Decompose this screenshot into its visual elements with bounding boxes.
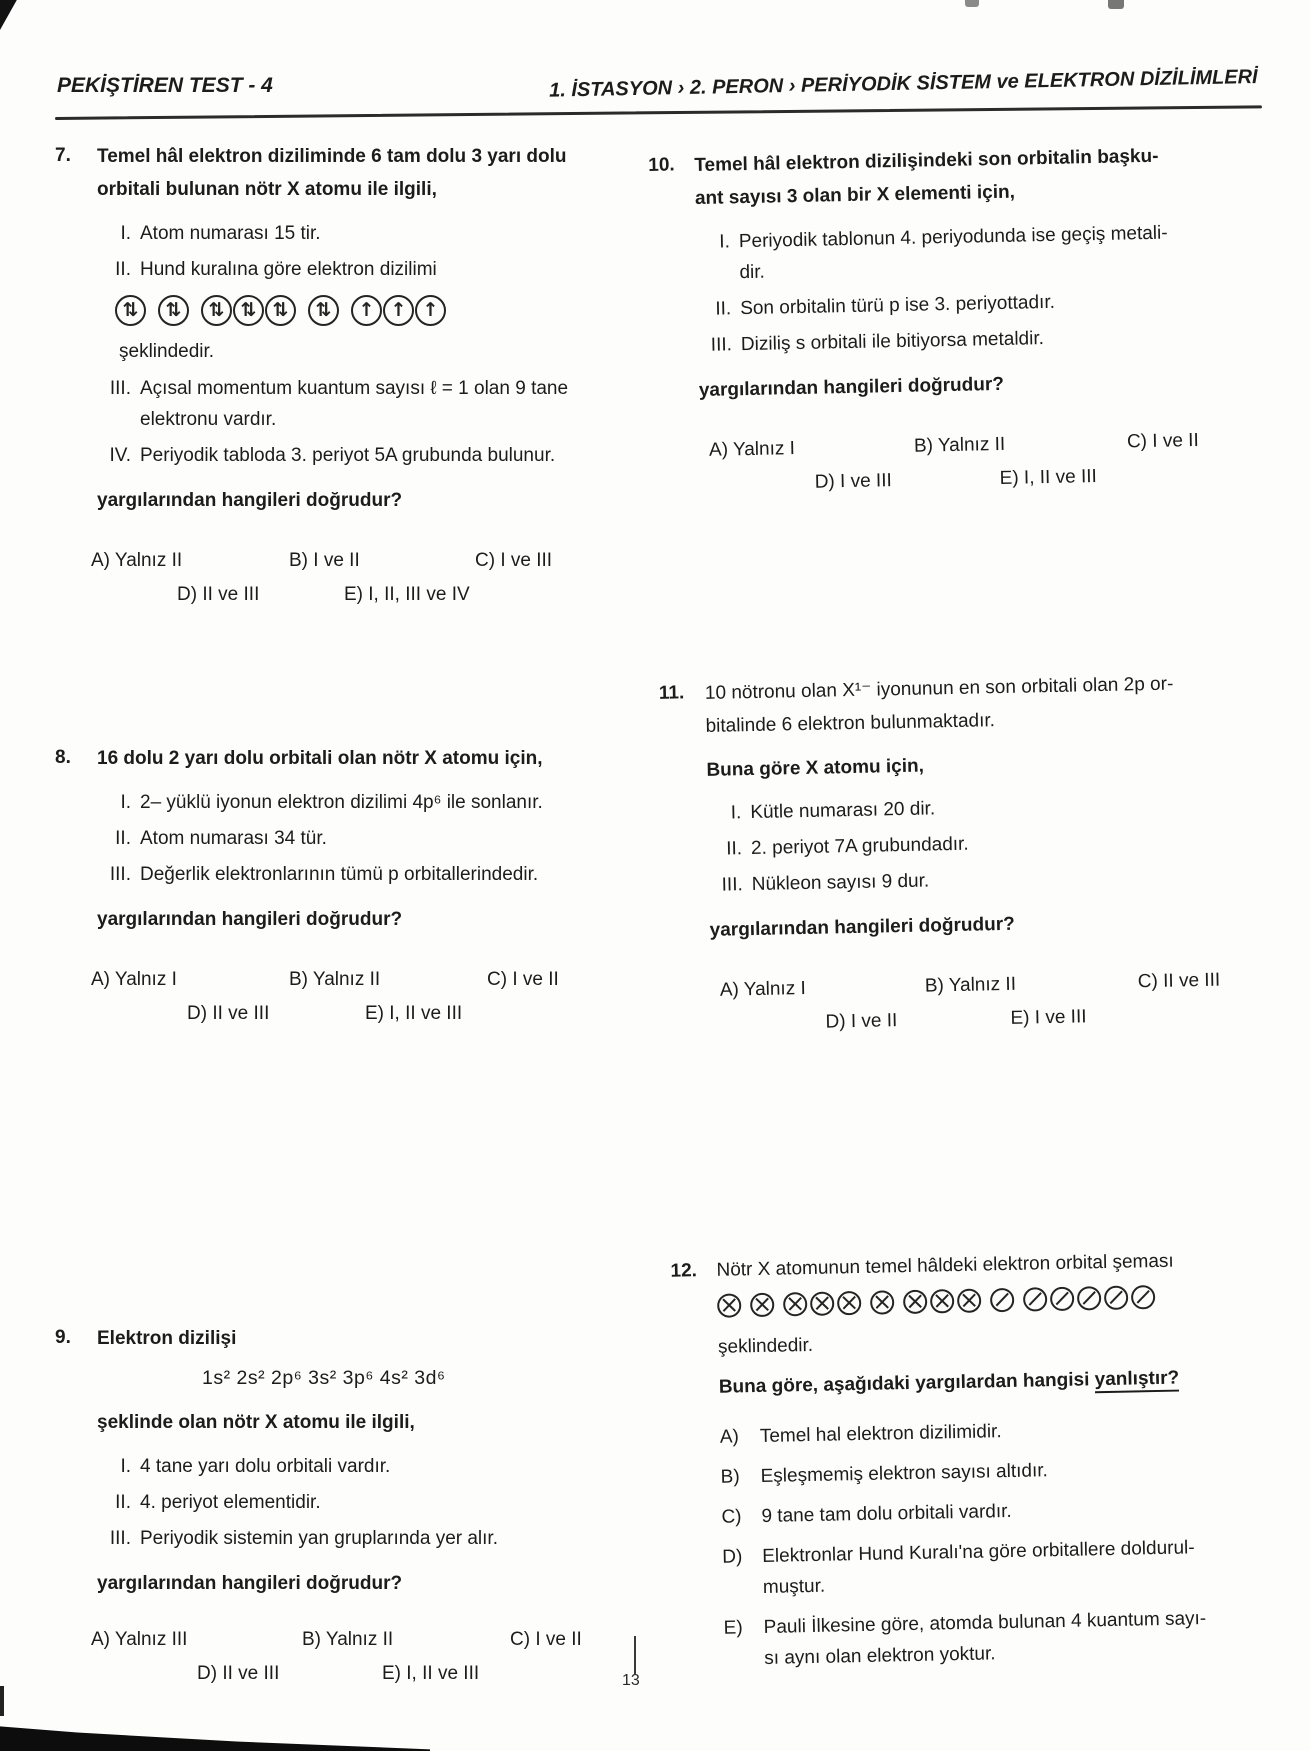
option-line: Eşleşmemiş elektron sayısı altıdır. — [760, 1460, 1049, 1487]
item-line: Nükleon sayısı 9 dur. — [751, 870, 930, 896]
stem-line: orbitali bulunan nötr X atomu ile ilgili, — [97, 179, 437, 200]
stem-line: ant sayısı 3 olan bir X elementi için, — [694, 181, 1016, 210]
option-e: E) I, II, III ve IV — [344, 584, 470, 605]
item-label: II. — [115, 1492, 131, 1513]
item-line: 4 tane yarı dolu orbitali vardır. — [140, 1456, 391, 1477]
option-a: A) Yalnız II — [91, 550, 183, 571]
orbital-cross-icon — [810, 1291, 834, 1315]
item-line: Son orbitalin türü p ise 3. periyottadır. — [740, 291, 1056, 320]
item-label: III. — [721, 874, 743, 896]
orbital-group — [201, 295, 296, 326]
option-d: D) I ve II — [825, 1010, 898, 1033]
item-label: II. — [115, 828, 131, 849]
option-c: C) I ve II — [1126, 429, 1199, 453]
item-label: I. — [730, 802, 742, 824]
item-label: II. — [726, 838, 743, 860]
statement-item — [696, 215, 1273, 289]
question-stem — [97, 1406, 617, 1439]
item-line: 2. periyot 7A grubundadır. — [750, 833, 969, 860]
item-label: II. — [115, 259, 131, 280]
statement-item — [97, 440, 617, 471]
orbital-slash-icon — [1023, 1287, 1047, 1311]
orbital-group — [351, 295, 446, 326]
statement-item — [97, 1487, 617, 1518]
statement-item — [708, 858, 1285, 901]
option-text — [762, 1530, 1299, 1603]
option-a: A) Yalnız I — [91, 969, 177, 990]
item-text — [140, 1487, 617, 1518]
options-row — [91, 964, 617, 998]
answer-option — [722, 1530, 1299, 1604]
item-text — [750, 786, 1284, 828]
item-label: I. — [719, 231, 731, 253]
orbital-group — [750, 1293, 774, 1317]
stem-line: şeklinde olan nötr X atomu ile ilgili, — [97, 1412, 415, 1433]
answer-option — [720, 1450, 1297, 1493]
question-number: 10. — [648, 154, 675, 176]
question-7 — [55, 140, 617, 613]
question-body — [694, 137, 1277, 502]
question-10 — [648, 137, 1277, 503]
question-body — [91, 140, 617, 613]
question-number: 8. — [55, 747, 71, 768]
statement-item — [697, 282, 1274, 325]
statement-item — [97, 787, 617, 818]
orbital-slash-icon — [1050, 1287, 1074, 1311]
item-line: Periyodik tablonun 4. periyodunda ise geçiş metali- — [738, 222, 1168, 253]
statement-item — [97, 823, 617, 854]
item-line: Açısal momentum kuantum sayısı ℓ = 1 olan 9 tane — [140, 378, 569, 399]
item-text — [140, 218, 617, 249]
orbital-group — [115, 295, 146, 326]
question-9 — [55, 1322, 617, 1692]
orbital-slash-icon — [1077, 1286, 1101, 1310]
item-text — [740, 282, 1274, 324]
item-label: I. — [120, 223, 131, 244]
option-text — [761, 1490, 1298, 1532]
item-text — [140, 440, 617, 471]
option-letter: E) — [723, 1617, 743, 1639]
item-text — [140, 787, 617, 818]
option-e: E) I, II ve III — [382, 1663, 480, 1684]
item-text — [751, 858, 1285, 900]
statement-item — [97, 218, 617, 249]
orbital-up-icon: ↑ — [351, 295, 382, 326]
option-line: muştur. — [762, 1575, 826, 1598]
page-number: 13 — [622, 1672, 640, 1689]
option-c: C) II ve III — [1137, 969, 1221, 993]
orbital-cross-icon — [870, 1290, 894, 1314]
question-prompt: yargılarından hangileri doğrudur? — [97, 490, 403, 511]
option-letter: D) — [722, 1546, 743, 1568]
item-text — [140, 859, 617, 890]
option-d: D) II ve III — [197, 1663, 280, 1684]
footer-tick-mark — [634, 1636, 636, 1674]
item-text — [739, 215, 1273, 288]
orbital-updown-icon: ⇅ — [265, 295, 296, 326]
header-divider — [55, 105, 1262, 120]
option-text — [760, 1410, 1297, 1452]
item-line: Değerlik elektronlarının tümü p orbitallerindedir. — [140, 864, 539, 885]
option-b: B) Yalnız II — [302, 1629, 394, 1650]
question-subhead: Buna göre X atomu için, — [706, 755, 925, 781]
orbital-group — [308, 295, 339, 326]
statement-item — [97, 373, 617, 435]
option-c: C) I ve II — [487, 969, 559, 990]
statement-item — [97, 1451, 617, 1482]
question-stem — [97, 140, 617, 206]
stem-line: 16 dolu 2 yarı dolu orbitali olan nötr X atomu için, — [97, 748, 543, 769]
item-label: III. — [109, 378, 131, 399]
orbital-diagram — [115, 295, 617, 326]
option-d: D) II ve III — [177, 584, 260, 605]
option-b: B) Yalnız II — [913, 433, 1006, 457]
orbital-group — [903, 1289, 981, 1315]
orbital-cross-icon — [903, 1290, 927, 1314]
item-line: 2– yüklü iyonun elektron dizilimi 4p⁶ ile sonlanır. — [140, 792, 543, 813]
question-number: 9. — [55, 1327, 71, 1348]
orbital-cross-icon — [930, 1289, 954, 1313]
question-body — [705, 665, 1288, 1042]
stem-line: Temel hâl elektron dizilişindeki son orbitalin başku- — [694, 145, 1159, 177]
question-number: 11. — [658, 682, 685, 704]
option-line: sı aynı olan elektron yoktur. — [764, 1643, 996, 1669]
orbital-updown-icon: ⇅ — [308, 295, 339, 326]
underlined-word: yanlıştır? — [1094, 1368, 1179, 1394]
option-b: B) I ve II — [289, 550, 360, 571]
question-stem — [97, 742, 617, 775]
item-label: II. — [715, 298, 732, 320]
option-a: A) Yalnız I — [708, 438, 796, 461]
orbital-updown-icon: ⇅ — [233, 295, 264, 326]
orbital-slash-icon — [1131, 1285, 1155, 1309]
scan-artifact-top-mark — [1108, 0, 1124, 9]
options-row — [91, 1624, 617, 1658]
option-c: C) I ve II — [510, 1629, 582, 1650]
electron-configuration: 1s² 2s² 2p⁶ 3s² 3p⁶ 4s² 3d⁶ — [202, 1367, 446, 1389]
orbital-cross-icon — [750, 1293, 774, 1317]
item-label: III. — [109, 1528, 131, 1549]
option-e: E) I, II ve III — [365, 1003, 463, 1024]
item-text — [140, 1451, 617, 1482]
option-line: Pauli İlkesine göre, atomda bulunan 4 kuantum sayı- — [763, 1608, 1207, 1638]
diagram-caption: şeklindedir. — [119, 341, 215, 362]
option-c: C) I ve III — [475, 550, 553, 571]
orbital-cross-icon — [837, 1291, 861, 1315]
question-number: 12. — [670, 1260, 698, 1282]
orbital-group — [783, 1291, 861, 1317]
scan-artifact-bottom-left — [0, 1723, 430, 1751]
orbital-up-icon: ↑ — [415, 295, 446, 326]
question-prompt: yargılarından hangileri doğrudur? — [698, 373, 1005, 401]
test-title: PEKİŞTİREN TEST - 4 — [57, 74, 273, 97]
question-stem — [694, 137, 1271, 215]
question-body — [91, 1322, 617, 1692]
item-line: Kütle numarası 20 dir. — [750, 798, 936, 824]
orbital-updown-icon: ⇅ — [201, 295, 232, 326]
item-text — [741, 318, 1275, 360]
orbital-group — [990, 1288, 1014, 1312]
item-line: Hund kuralına göre elektron dizilimi — [140, 259, 437, 280]
stem-line: Elektron dizilişi — [97, 1328, 237, 1349]
option-b: B) Yalnız II — [289, 969, 381, 990]
option-letter: B) — [720, 1466, 740, 1488]
orbital-slash-icon — [1104, 1286, 1128, 1310]
orbital-up-icon: ↑ — [383, 295, 414, 326]
orbital-group — [1023, 1285, 1155, 1312]
question-prompt: yargılarından hangileri doğrudur? — [97, 909, 403, 930]
orbital-group — [870, 1290, 894, 1314]
question-prompt — [719, 1359, 1296, 1404]
options-row — [97, 998, 617, 1032]
orbital-group — [717, 1293, 741, 1317]
options-row — [91, 545, 617, 579]
answer-option — [721, 1490, 1298, 1533]
question-number: 7. — [55, 145, 71, 166]
scan-artifact-left-edge — [0, 1686, 4, 1716]
section-breadcrumb: 1. İSTASYON › 2. PERON › PERİYODİK SİSTEM ve ELEKTRON DİZİLİMLERİ — [549, 66, 1259, 102]
statement-item — [707, 786, 1284, 829]
orbital-cross-icon — [717, 1293, 741, 1317]
option-e: E) I, II ve III — [999, 466, 1098, 489]
item-line: 4. periyot elementidir. — [140, 1492, 321, 1513]
option-b: B) Yalnız II — [924, 973, 1017, 997]
option-e: E) I ve III — [1010, 1006, 1087, 1029]
question-stem — [97, 1322, 617, 1355]
intro-line: 10 nötronu olan X¹⁻ iyonunun en son orbitali olan 2p or- — [704, 673, 1174, 704]
option-line: Temel hal elektron dizilimidir. — [759, 1421, 1002, 1447]
prompt-text: Buna göre, aşağıdaki yargılardan hangisi — [718, 1369, 1095, 1398]
orbital-cross-icon — [957, 1289, 981, 1313]
orbital-slash-icon — [990, 1288, 1014, 1312]
diagram-caption: şeklindedir. — [717, 1334, 814, 1358]
item-text — [140, 373, 617, 435]
item-text — [140, 823, 617, 854]
item-text — [140, 1523, 617, 1554]
orbital-updown-icon: ⇅ — [115, 295, 146, 326]
statement-item — [97, 254, 617, 285]
question-intro — [705, 665, 1282, 743]
orbital-updown-icon: ⇅ — [158, 295, 189, 326]
option-line: Elektronlar Hund Kuralı'na göre orbitallere doldurul- — [762, 1537, 1195, 1567]
option-text — [760, 1450, 1297, 1492]
statement-item — [708, 822, 1285, 865]
option-d: D) I ve III — [814, 470, 892, 493]
item-text — [751, 822, 1285, 864]
item-line: Atom numarası 34 tür. — [140, 828, 327, 849]
options-row — [97, 1658, 617, 1692]
options-row — [97, 579, 617, 613]
option-letter: A) — [719, 1426, 740, 1448]
scan-artifact-top-left — [0, 0, 28, 30]
option-letter: C) — [721, 1506, 742, 1528]
option-d: D) II ve III — [187, 1003, 270, 1024]
question-prompt: yargılarından hangileri doğrudur? — [709, 913, 1015, 941]
question-intro: Nötr X atomunun temel hâldeki elektron orbital şeması — [716, 1250, 1174, 1281]
item-line: dir. — [739, 261, 766, 284]
item-label: III. — [109, 864, 131, 885]
option-line: 9 tane tam dolu orbitali vardır. — [761, 1500, 1012, 1527]
question-12 — [670, 1243, 1300, 1684]
item-line: Periyodik tabloda 3. periyot 5A grubunda bulunur. — [140, 445, 556, 466]
option-a: A) Yalnız I — [719, 977, 806, 1001]
option-a: A) Yalnız III — [91, 1629, 188, 1650]
question-8 — [55, 742, 617, 1032]
statement-item — [97, 1523, 617, 1554]
orbital-diagram — [717, 1282, 1293, 1318]
scan-artifact-top-mark — [965, 0, 979, 7]
item-label: III. — [710, 334, 733, 356]
item-line: Diziliş s orbitali ile bitiyorsa metaldir. — [740, 328, 1045, 356]
item-line: Periyodik sistemin yan gruplarında yer alır. — [140, 1528, 498, 1549]
item-label: I. — [120, 792, 131, 813]
statement-item — [97, 859, 617, 890]
item-text — [140, 254, 617, 285]
option-text — [763, 1601, 1300, 1674]
orbital-group — [158, 295, 189, 326]
orbital-cross-icon — [783, 1292, 807, 1316]
statement-item — [698, 318, 1275, 361]
stem-line: Temel hâl elektron diziliminde 6 tam dolu 3 yarı dolu — [97, 146, 567, 167]
item-line: Atom numarası 15 tir. — [140, 223, 321, 244]
item-line: elektronu vardır. — [140, 409, 277, 430]
question-11 — [659, 665, 1288, 1043]
answer-option — [720, 1410, 1297, 1453]
item-label: I. — [120, 1456, 131, 1477]
item-label: IV. — [109, 445, 131, 466]
question-body — [91, 742, 617, 1032]
question-prompt: yargılarından hangileri doğrudur? — [97, 1573, 403, 1594]
question-body — [716, 1243, 1300, 1683]
answer-option — [723, 1601, 1300, 1675]
intro-line: bitalinde 6 elektron bulunmaktadır. — [705, 710, 996, 737]
